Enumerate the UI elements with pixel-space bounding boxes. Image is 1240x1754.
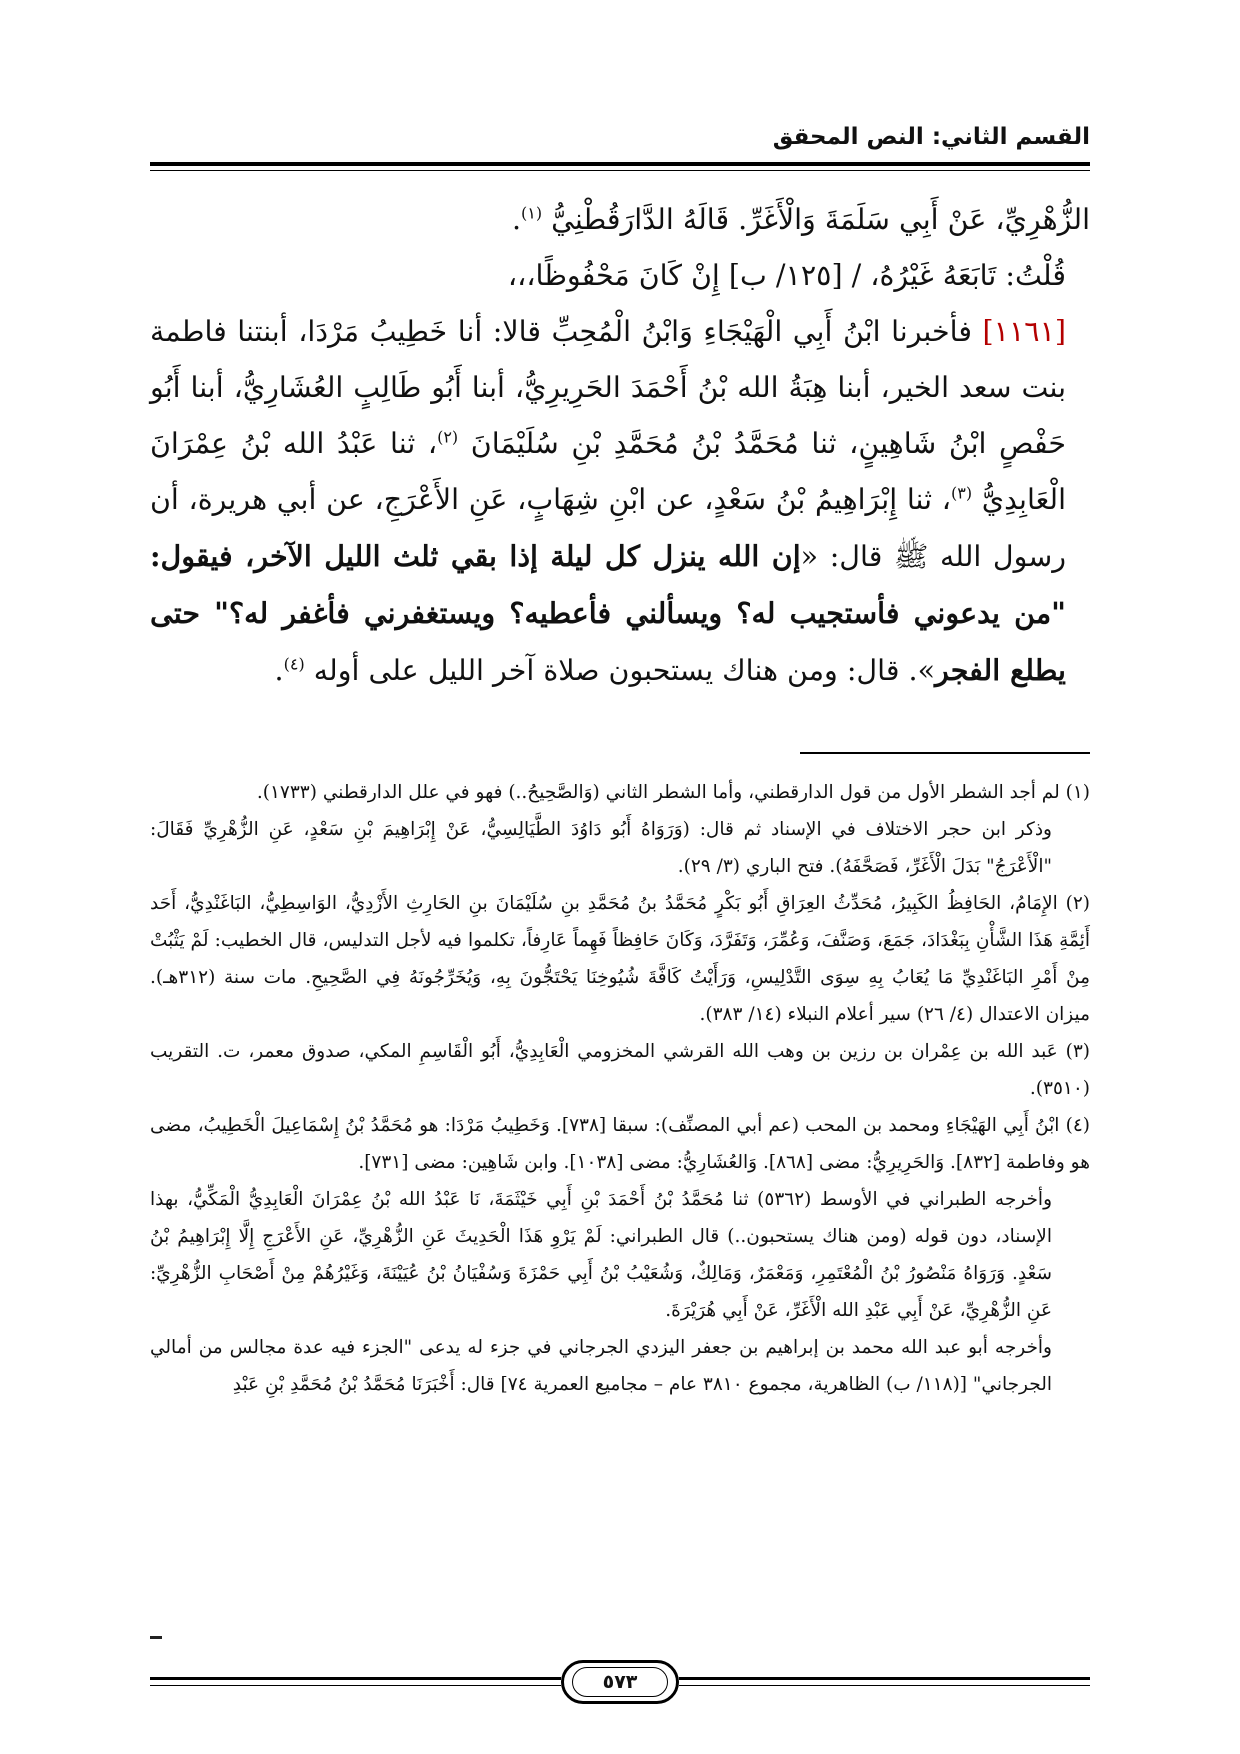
- footer-rule-right: [679, 1677, 1090, 1686]
- main-line-1: الزُّهْرِيِّ، عَنْ أَبِي سَلَمَةَ وَالْأَغَرِّ. قَالَهُ الدَّارَقُطْنِيُّ $^{(١)}$.: [511, 203, 1090, 236]
- footnote-ref-3[interactable]: (٣): [950, 483, 973, 503]
- footnote-1: (١) لم أجد الشطر الأول من قول الدارقطني، وأما الشطر الثاني (وَالصَّحِيحُ..) فهو في علل الدارقطني (١٧٣٣).: [256, 782, 1090, 803]
- page-number-badge: [561, 1660, 679, 1704]
- footnote-ref-4[interactable]: (٤): [283, 654, 305, 674]
- footnote-1-continued: وذكر ابن حجر الاختلاف في الإسناد ثم قال: (وَرَوَاهُ أَبُو دَاوُدَ الطَّيَالِسِيُّ، عَنْ إِبْرَاهِيمَ بْنِ سَعْدٍ، عَنِ الزُّهْرِيِّ فَقَالَ: "الْأَعْرَجُ" بَدَلَ الْأَغَرِّ، فَصَحَّفَهُ). فتح الباري (٣/ ٢٩).: [150, 819, 1052, 877]
- header-rule: [150, 162, 1090, 171]
- hadith-end: .: [274, 654, 284, 687]
- hadith-after: ». قال: ومن هناك يستحبون صلاة آخر الليل على أوله: [313, 654, 936, 687]
- hadith-isnad-3: ، ثنا إِبْرَاهِيمُ بْنُ سَعْدٍ، عن ابْنِ شِهَابٍ، عَنِ الأَعْرَجِ، عن أبي هريرة، أن رسول الله ﷺ قال: «: [150, 483, 1066, 573]
- hadith-isnad-2: ، ثنا عَبْدُ الله بْنُ عِمْرَانَ الْعَابِدِيُّ: [150, 427, 1067, 516]
- footnote-4-continued-1: وأخرجه الطبراني في الأوسط (٥٣٦٢) ثنا مُحَمَّدُ بْنُ أَحْمَدَ بْنِ أَبِي خَيْثَمَةَ، نَا عَبْدُ الله بْنُ عِمْرَانَ الْعَابِدِيُّ الْمَكِّيُّ، بهذا الإسناد، دون قوله (ومن هناك يستحبون..) قال الطبراني: لَمْ يَرْوِ هَذَا الْحَدِيثَ عَنِ الزُّهْرِيِّ، عَنِ الأَعْرَجِ إِلَّا إِبْرَاهِيمُ بْنُ سَعْدٍ. وَرَوَاهُ مَنْصُورُ بْنُ الْمُعْتَمِرِ، وَمَعْمَرٌ، وَمَالِكٌ، وَشُعَيْبُ بْنُ أَبِي حَمْزَةَ وَسُفْيَانُ بْنُ عُيَيْنَةَ، وَغَيْرُهُمْ مِنْ أَصْحَابِ الزُّهْرِيِّ: عَنِ الزُّهْرِيِّ، عَنْ أَبِي عَبْدِ الله الْأَغَرِّ، عَنْ أَبِي هُرَيْرَةَ.: [150, 1189, 1053, 1321]
- main-line-2: قُلْتُ: تَابَعَهُ غَيْرُهُ، / [١٢٥/ ب] إِنْ كَانَ مَحْفُوظًا،،،: [507, 259, 1066, 292]
- hadith-matn: إن الله ينزل كل ليلة إذا بقي ثلث الليل الآخر، فيقول: "من يدعوني فأستجيب له؟ ويسألني فأعطيه؟ ويستغفرني فأغفر له؟" حتى يطلع الفجر: [150, 539, 1066, 687]
- main-text: [150, 192, 1090, 699]
- main-line-1-text: الزُّهْرِيِّ، عَنْ أَبِي سَلَمَةَ وَالْأَغَرِّ. قَالَهُ الدَّارَقُطْنِيُّ: [551, 203, 1090, 236]
- hadith-isnad-1: فأخبرنا ابْنُ أَبِي الْهَيْجَاءِ وَابْنُ الْمُحِبِّ قالا: أنا خَطِيبُ مَرْدَا، أبنتنا فاطمة بنت سعد الخير، أبنا هِبَةُ الله بْنُ أَحْمَدَ الحَرِيرِيُّ، أبنا أَبُو طَالِبٍ العُشَارِيُّ، أبنا أَبُو حَفْصٍ ابْنُ شَاهِينٍ، ثنا مُحَمَّدُ بْنُ مُحَمَّدِ بْنِ سُلَيْمَانَ: [150, 315, 1066, 460]
- footnote-ref-2[interactable]: (٢): [437, 427, 459, 447]
- continuation-dash: [150, 1636, 162, 1639]
- footnote-3: (٣) عَبد الله بن عِمْران بن رزين بن وهب الله القرشي المخزومي الْعَابِدِيُّ، أَبُو الْقَاسِمِ المكي، صدوق معمر، ت. التقريب (٣٥١٠).: [150, 1041, 1090, 1099]
- footnotes: [150, 774, 1090, 1403]
- footnote-separator: [800, 752, 1090, 754]
- running-header: القسم الثاني: النص المحقق: [772, 124, 1090, 150]
- page-number: ٥٧٣: [572, 1667, 668, 1697]
- hadith-paragraph: [150, 304, 1090, 699]
- footnote-4-continued-2: وأخرجه أبو عبد الله محمد بن إبراهيم بن جعفر اليزدي الجرجاني في جزء له يدعى "الجزء فيه عدة مجالس من أمالي الجرجاني" [(١١٨/ ب) الظاهرية، مجموع ٣٨١٠ عام – مجاميع العمرية ٧٤] قال: أَخْبَرَنَا مُحَمَّدُ بْنُ مُحَمَّدِ بْنِ عَبْدِ: [150, 1337, 1052, 1395]
- footnote-2: (٢) الإِمَامُ، الحَافِظُ الكَبِيرُ، مُحَدِّثُ العِرَاقِ أَبُو بَكْرٍ مُحَمَّدُ بنُ مُحَمَّدِ بنِ سُلَيْمَانَ بنِ الحَارِثِ الأَزْدِيُّ، الوَاسِطِيُّ، البَاغَنْدِيُّ، أَحَد أَئِمَّةِ هَذَا الشَّأْنِ بِبَغْدَادَ، جَمَعَ، وَصَنَّفَ، وَعُمِّرَ، وَتَفَرَّدَ، وَكَانَ حَافِظاً فَهِماً عَارِفاً، تكلموا فيه لأجل التدليس، قال الخطيب: لَمْ يَثْبُتْ مِنْ أَمْرِ البَاغَنْدِيِّ مَا يُعَابُ بِهِ سِوَى التَّدْلِيسِ، وَرَأَيْتُ كَافَّةَ شُيُوخِنَا يَحْتَجُّونَ بِهِ، وَيُخَرِّجُونَهُ فِي الصَّحِيحِ. مات سنة (٣١٢هـ). ميزان الاعتدال (٤/ ٢٦) سير أعلام النبلاء (١٤/ ٣٨٣).: [150, 893, 1090, 1025]
- footnote-ref-1[interactable]: (١): [521, 203, 543, 223]
- footnote-4: (٤) ابْنُ أَبِي الهَيْجَاءِ ومحمد بن المحب (عم أبي المصنِّف): سبقا [٧٣٨]. وَخَطِيبُ مَرْدَا: هو مُحَمَّدُ بْنُ إِسْمَاعِيلَ الْخَطِيبُ، مضى هو وفاطمة [٨٣٢]. وَالحَرِيرِيُّ: مضى [٨٦٨]. وَالعُشَارِيُّ: مضى [١٠٣٨]. وابن شَاهِين: مضى [٧٣١].: [150, 1115, 1090, 1173]
- hadith-number: [١١٦١]: [982, 315, 1066, 348]
- footer-rule-left: [150, 1677, 561, 1686]
